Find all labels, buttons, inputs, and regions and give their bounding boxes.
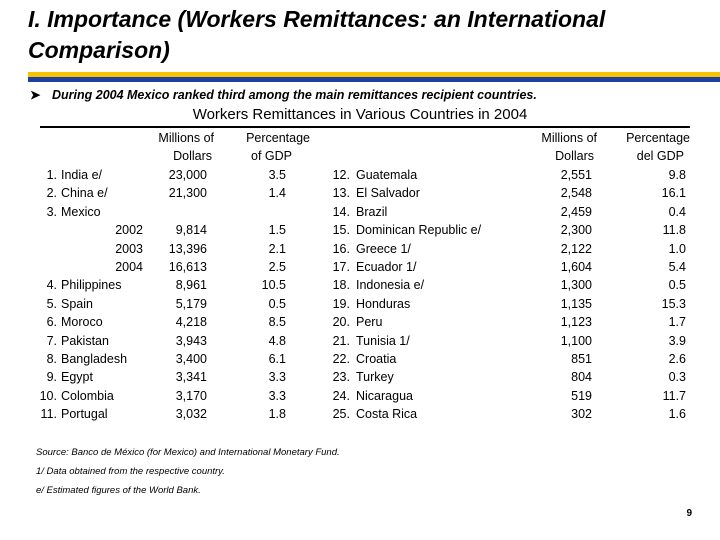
table-row-rank: 11. — [40, 407, 57, 421]
table-row-millions: 1,604 — [560, 260, 592, 274]
table-row-rank: 16. — [332, 242, 350, 256]
table-row-rank: 14. — [332, 205, 350, 219]
table-row-country: Honduras — [356, 297, 411, 311]
table-row-country: China e/ — [61, 186, 108, 200]
table-row-rank: 7. — [46, 334, 57, 348]
table-row-rank: 6. — [46, 315, 57, 329]
table-row-pct: 2.5 — [268, 260, 286, 274]
table-row-pct: 8.5 — [268, 315, 286, 329]
table-row-millions: 1,135 — [560, 297, 592, 311]
table-row-millions: 1,300 — [560, 278, 592, 292]
table-row-rank: 13. — [332, 186, 350, 200]
table-row-pct: 3.3 — [268, 389, 286, 403]
table-row-country: Bangladesh — [61, 352, 128, 366]
table-row-country: Mexico — [61, 205, 101, 219]
table-row-rank: 8. — [46, 352, 57, 366]
table-row-millions: 2,548 — [560, 186, 592, 200]
table-row-country: Egypt — [61, 370, 93, 384]
right-header-millions-line2: Dollars — [555, 149, 594, 163]
page-number: 9 — [686, 508, 692, 519]
table-row-rank: 17. — [332, 260, 350, 274]
table-row-rank: 24. — [332, 389, 350, 403]
table-row-millions: 2,300 — [560, 223, 592, 237]
table-row-millions: 4,218 — [175, 315, 207, 329]
table-row-pct: 5.4 — [668, 260, 686, 274]
table-row-millions: 13,396 — [168, 242, 207, 256]
table-row-millions: 3,943 — [175, 334, 207, 348]
table-row-country: Portugal — [61, 407, 108, 421]
table-row-pct: 2.1 — [268, 242, 286, 256]
table-row-country: Costa Rica — [356, 407, 418, 421]
table-row-rank: 25. — [332, 407, 350, 421]
left-header-millions-line1: Millions of — [158, 131, 214, 145]
table-row-pct: 3.5 — [268, 168, 286, 182]
table-row-pct: 1.0 — [668, 242, 686, 256]
table-row-millions: 8,961 — [175, 278, 207, 292]
table-row-millions — [120, 203, 207, 221]
table-row-pct: 6.1 — [268, 352, 286, 366]
table-row-millions: 1,123 — [560, 315, 592, 329]
table-row-country: Brazil — [356, 205, 388, 219]
table-row-rank — [20, 258, 57, 276]
footnote-country-data: 1/ Data obtained from the respective country. — [36, 466, 225, 477]
table-title: Workers Remittances in Various Countries in 2004 — [192, 106, 528, 123]
table-top-rule — [40, 126, 690, 128]
table-row-pct: 11.7 — [662, 389, 686, 403]
table-row-pct — [220, 203, 286, 221]
table-row-millions: 3,400 — [175, 352, 207, 366]
table-row-millions: 5,179 — [175, 297, 207, 311]
table-row-country: El Salvador — [356, 186, 420, 200]
table-row-millions: 851 — [571, 352, 592, 366]
table-row-pct: 1.5 — [268, 223, 286, 237]
page-title: I. Importance (Workers Remittances: an International Comparison) — [28, 6, 606, 63]
table-row-rank: 21. — [332, 334, 350, 348]
table-row-pct: 4.8 — [268, 334, 286, 348]
table-row-pct: 2.6 — [668, 352, 686, 366]
table-row-rank: 5. — [46, 297, 57, 311]
table-row-country: Philippines — [61, 278, 122, 292]
bullet-point — [30, 86, 710, 104]
table-row-rank: 3. — [46, 205, 57, 219]
left-header-pct-line2: of GDP — [251, 149, 292, 163]
table-row-millions: 519 — [571, 389, 592, 403]
table-row-country: Turkey — [356, 370, 394, 384]
table-row-rank: 2. — [46, 186, 57, 200]
table-row-pct: 3.9 — [668, 334, 686, 348]
table-row-millions: 23,000 — [168, 168, 207, 182]
table-row-rank: 19. — [332, 297, 350, 311]
table-row-country: Croatia — [356, 352, 397, 366]
table-row-pct: 15.3 — [661, 297, 686, 311]
table-row-country: Tunisia 1/ — [356, 334, 410, 348]
table-row-millions: 3,170 — [175, 389, 207, 403]
table-row-rank: 23. — [332, 370, 350, 384]
table-row-pct: 0.3 — [668, 370, 686, 384]
table-row-pct: 1.7 — [668, 315, 686, 329]
table-row-rank: 1. — [46, 168, 57, 182]
table-row-rank: 9. — [46, 370, 57, 384]
title-underline-blue — [28, 77, 720, 82]
table-row-country: Greece 1/ — [356, 242, 411, 256]
right-header-millions-line1: Millions of — [541, 131, 597, 145]
table-row-pct: 10.5 — [261, 278, 286, 292]
table-row-country: Ecuador 1/ — [356, 260, 417, 274]
footnote-estimates: e/ Estimated figures of the World Bank. — [36, 485, 201, 496]
table-row-pct: 1.4 — [268, 186, 286, 200]
table-row-millions: 3,341 — [175, 370, 207, 384]
table-row-rank: 12. — [332, 168, 350, 182]
table-row-pct: 16.1 — [661, 186, 686, 200]
table-row-rank: 15. — [332, 223, 350, 237]
table-row-millions: 2,459 — [560, 205, 592, 219]
table-row-pct: 1.6 — [668, 407, 686, 421]
footnote-source: Source: Banco de México (for Mexico) and International Monetary Fund. — [36, 447, 340, 458]
table-row-millions: 21,300 — [168, 186, 207, 200]
table-row-country: India e/ — [61, 168, 103, 182]
table-row-rank — [20, 221, 57, 239]
table-row-pct: 11.8 — [662, 223, 686, 237]
table-row-country: Indonesia e/ — [356, 278, 425, 292]
table-row-millions: 9,814 — [175, 223, 207, 237]
table-row-rank: 22. — [332, 352, 350, 366]
table-row-millions: 804 — [571, 370, 592, 384]
table-row-millions: 1,100 — [560, 334, 592, 348]
table-row-millions: 2,551 — [560, 168, 592, 182]
table-row-country: Pakistan — [61, 334, 109, 348]
table-row-year: 2004 — [115, 260, 143, 274]
table-row-pct: 3.3 — [268, 370, 286, 384]
table-row-millions: 3,032 — [175, 407, 207, 421]
left-header-millions-line2: Dollars — [173, 149, 212, 163]
table-row-rank: 20. — [332, 315, 350, 329]
table-row-pct: 0.5 — [668, 278, 686, 292]
table-row-rank: 18. — [332, 278, 350, 292]
table-row-country: Spain — [61, 297, 93, 311]
table-row-country: Peru — [356, 315, 383, 329]
table-row-millions: 16,613 — [168, 260, 207, 274]
table-row-year: 2002 — [115, 223, 143, 237]
table-row-millions: 2,122 — [560, 242, 592, 256]
table-row-country: Nicaragua — [356, 389, 413, 403]
table-row-pct: 1.8 — [268, 407, 286, 421]
table-row-pct: 9.8 — [668, 168, 686, 182]
table-row-rank: 10. — [39, 389, 57, 403]
left-header-pct-line1: Percentage — [246, 131, 310, 145]
table-row-millions: 302 — [571, 407, 592, 421]
table-row-rank: 4. — [46, 278, 57, 292]
table-row-pct: 0.5 — [268, 297, 286, 311]
bullet-text: During 2004 Mexico ranked third among the main remittances recipient countries. — [52, 88, 537, 102]
table-row-country: Guatemala — [356, 168, 418, 182]
arrow-bullet-icon: ➤ — [30, 88, 41, 102]
right-header-pct-line1: Percentage — [626, 131, 690, 145]
table-row-country: Moroco — [61, 315, 103, 329]
table-row-pct: 0.4 — [668, 205, 686, 219]
table-row-year: 2003 — [115, 242, 143, 256]
right-header-pct-line2: del GDP — [636, 149, 684, 163]
table-row-country: Colombia — [61, 389, 114, 403]
table-row-country: Dominican Republic e/ — [356, 223, 482, 237]
table-row-rank — [20, 240, 57, 258]
